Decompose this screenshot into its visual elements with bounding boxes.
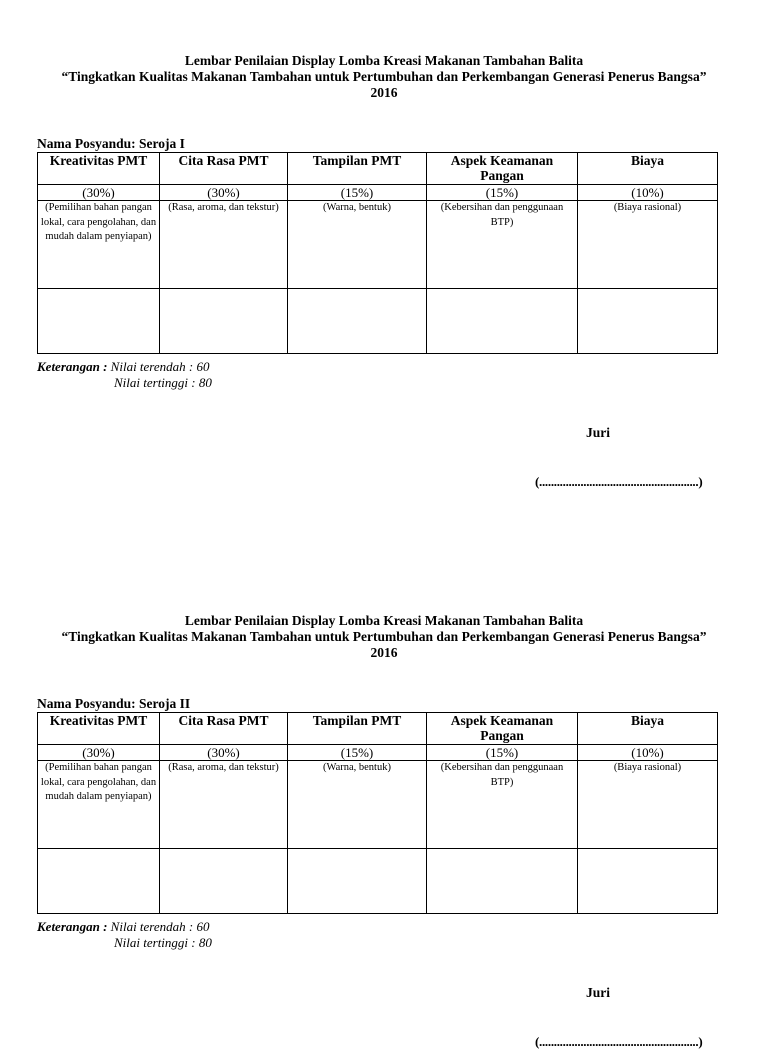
weight-kreativitas: (30%) (38, 745, 160, 761)
desc-keamanan: (Kebersihan dan penggunaan BTP) (427, 201, 578, 289)
sheet-subtitle: “Tingkatkan Kualitas Makanan Tambahan untuk Pertumbuhan dan Perkembangan Generasi Penerus Bangsa” (61, 629, 707, 644)
posyandu-name: Nama Posyandu: Seroja II (37, 696, 191, 711)
nilai-terendah: Nilai terendah : 60 (110, 919, 210, 934)
desc-cita-rasa: (Rasa, aroma, dan tekstur) (160, 201, 288, 289)
keterangan-label: Keterangan : (37, 359, 108, 374)
weight-cita-rasa: (30%) (160, 745, 288, 761)
weight-keamanan: (15%) (427, 185, 578, 201)
score-cell-keamanan[interactable] (427, 289, 578, 354)
weight-row (38, 185, 718, 201)
weight-tampilan: (15%) (288, 185, 427, 201)
header-keamanan: Aspek Keamanan Pangan (427, 713, 578, 745)
desc-tampilan: (Warna, bentuk) (288, 201, 427, 289)
keterangan-note (37, 919, 212, 951)
header-tampilan: Tampilan PMT (288, 153, 427, 185)
weight-tampilan: (15%) (288, 745, 427, 761)
header-cita-rasa: Cita Rasa PMT (160, 153, 288, 185)
keterangan-label: Keterangan : (37, 919, 108, 934)
posyandu-name: Nama Posyandu: Seroja I (37, 136, 185, 151)
sheet-title: Lembar Penilaian Display Lomba Kreasi Makanan Tambahan Balita (184, 613, 584, 628)
header-row (38, 153, 718, 185)
desc-kreativitas: (Pemilihan bahan pangan lokal, cara pengolahan, dan mudah dalam penyiapan) (38, 761, 160, 849)
score-cell-biaya[interactable] (578, 849, 718, 914)
description-row (38, 201, 718, 289)
weight-row (38, 745, 718, 761)
nilai-tertinggi: Nilai tertinggi : 80 (114, 935, 212, 950)
score-cell-biaya[interactable] (578, 289, 718, 354)
weight-cita-rasa: (30%) (160, 185, 288, 201)
desc-kreativitas: (Pemilihan bahan pangan lokal, cara pengolahan, dan mudah dalam penyiapan) (38, 201, 160, 289)
score-cell-kreativitas[interactable] (38, 849, 160, 914)
header-kreativitas: Kreativitas PMT (38, 153, 160, 185)
keterangan-note (37, 359, 212, 391)
score-cell-tampilan[interactable] (288, 849, 427, 914)
header-biaya: Biaya (578, 713, 718, 745)
sheet-year: 2016 (370, 645, 398, 660)
assessment-sheet-2 (0, 613, 768, 1049)
score-cell-kreativitas[interactable] (38, 289, 160, 354)
desc-keamanan: (Kebersihan dan penggunaan BTP) (427, 761, 578, 849)
sheet-year: 2016 (370, 85, 398, 100)
header-row (38, 713, 718, 745)
score-cell-tampilan[interactable] (288, 289, 427, 354)
assessment-sheet-1 (0, 53, 768, 489)
weight-kreativitas: (30%) (38, 185, 160, 201)
header-cita-rasa: Cita Rasa PMT (160, 713, 288, 745)
score-table (37, 152, 718, 354)
weight-biaya: (10%) (578, 185, 718, 201)
signature-line: (......................................................) (535, 1034, 703, 1049)
score-entry-row (38, 289, 718, 354)
juri-label: Juri (586, 425, 611, 440)
header-kreativitas: Kreativitas PMT (38, 713, 160, 745)
desc-biaya: (Biaya rasional) (578, 761, 718, 849)
sheet-subtitle: “Tingkatkan Kualitas Makanan Tambahan untuk Pertumbuhan dan Perkembangan Generasi Penerus Bangsa” (61, 69, 707, 84)
desc-tampilan: (Warna, bentuk) (288, 761, 427, 849)
header-tampilan: Tampilan PMT (288, 713, 427, 745)
header-keamanan: Aspek Keamanan Pangan (427, 153, 578, 185)
juri-label: Juri (586, 985, 611, 1000)
sheet-title: Lembar Penilaian Display Lomba Kreasi Makanan Tambahan Balita (184, 53, 584, 68)
desc-cita-rasa: (Rasa, aroma, dan tekstur) (160, 761, 288, 849)
nilai-terendah: Nilai terendah : 60 (110, 359, 210, 374)
score-cell-cita-rasa[interactable] (160, 849, 288, 914)
score-cell-keamanan[interactable] (427, 849, 578, 914)
header-biaya: Biaya (578, 153, 718, 185)
desc-biaya: (Biaya rasional) (578, 201, 718, 289)
weight-keamanan: (15%) (427, 745, 578, 761)
description-row (38, 761, 718, 849)
weight-biaya: (10%) (578, 745, 718, 761)
nilai-tertinggi: Nilai tertinggi : 80 (114, 375, 212, 390)
score-entry-row (38, 849, 718, 914)
score-cell-cita-rasa[interactable] (160, 289, 288, 354)
score-table (37, 712, 718, 914)
signature-line: (......................................................) (535, 474, 703, 489)
